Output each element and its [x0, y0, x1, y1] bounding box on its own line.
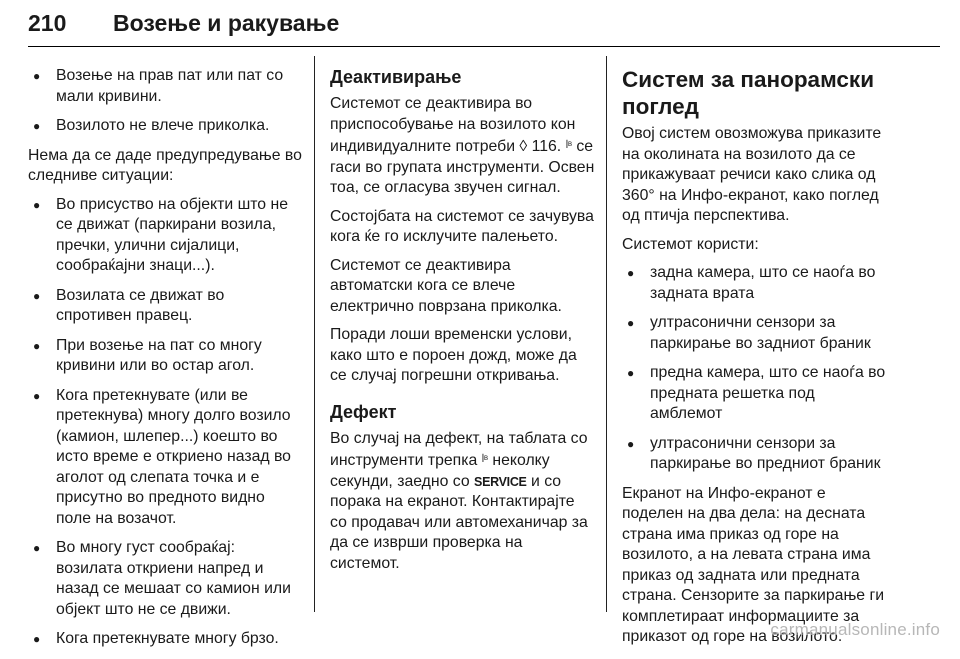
page-reference-arrow-icon: ◊ — [519, 138, 528, 155]
list-item: ● ултрасонични сензори за паркирање во предниот браник — [622, 434, 890, 475]
text-span: и со порака на екранот. Контактирајте со продавач или автомеханичар за да се изврши проверка на системот. — [330, 472, 588, 572]
watermark: carmanualsonline.info — [770, 620, 940, 639]
list-item: ● задна камера, што се наоѓа во задната врата — [622, 263, 890, 304]
list-item: ● Возилото не влече приколка. — [28, 116, 303, 137]
page-header — [28, 8, 940, 47]
paragraph: Системот се деактивира автоматски кога се влече електрично поврзана приколка. — [330, 256, 562, 315]
list-item: ● Во многу густ сообраќај: возилата откриени напред и назад се мешаат со камион или објект што не се движи. — [28, 538, 303, 620]
blind-spot-warning-icon: ꟾᴮ — [565, 140, 572, 150]
section-heading-panoramic-view: Систем за панорамски поглед — [622, 67, 875, 119]
paragraph: Нема да се даде предупредување во следниве ситуации: — [28, 146, 302, 184]
page-number: 210 — [28, 10, 67, 36]
column-3 — [622, 66, 890, 656]
paragraph: Екранот на Инфо-екранот е поделен на два дела: на десната страна има приказ од горе на возилото, а на левата страна има приказ од задната или предната страна. Сензорите за паркирање ги комплетираат информациите за приказот од горе на возилото. — [622, 484, 885, 645]
text-span: Во случај на дефект, на таблата со инструменти трепка — [330, 429, 588, 469]
list-item: ● Кога претекнувате (или ве претекнува) многу долго возило (камион, шлепер...) коешто во исто време е откриено назад во аголот од слепата точка и е присутно во предното видно поле на возачот. — [28, 386, 303, 530]
list-item: ● Кога претекнувате многу брзо. — [28, 629, 303, 650]
paragraph: Системот користи: — [622, 235, 759, 253]
text-span: се гаси во групата инструменти. Освен тоа, се огласува звучен сигнал. — [330, 138, 595, 196]
column-1 — [28, 66, 303, 659]
column-2 — [330, 66, 595, 582]
column-divider-1 — [314, 56, 315, 612]
list-item: ● При возење на пат со многу кривини или во остар агол. — [28, 336, 303, 377]
page-reference: 116. — [527, 138, 566, 155]
paragraph: Состојбата на системот се зачувува кога ќе го исклучите палењето. — [330, 207, 594, 245]
list-item: ● ултрасонични сензори за паркирање во задниот браник — [622, 313, 890, 354]
section-heading-fault: Дефект — [330, 401, 397, 422]
paragraph — [330, 94, 595, 199]
service-indicator-label: SERVICE — [474, 474, 527, 489]
chapter-title: Возење и ракување — [113, 10, 340, 36]
list-item: ● предна камера, што се наоѓа во предната решетка под амблемот — [622, 363, 890, 425]
paragraph: Поради лоши временски услови, како што е пороен дожд, може да се случај погрешни откривања. — [330, 326, 577, 384]
paragraph — [330, 429, 595, 575]
paragraph: Овој систем овозможува приказите на околината на возилото да се прикажуваат речиси како слика од 360° на Инфо-екранот, како поглед од птичја перспектива. — [622, 125, 882, 224]
blind-spot-warning-icon: ꟾᴮ — [481, 454, 489, 464]
list-item: ● Возилата се движат во спротивен правец. — [28, 286, 303, 327]
text-span: Системот се деактивира во приспособување на возилото кон индивидуалните потреби — [330, 95, 576, 155]
column-divider-2 — [606, 56, 607, 612]
list-item: ● Возење на прав пат или пат со мали кривини. — [28, 66, 303, 107]
text-span: неколку секунди, заедно со — [330, 452, 550, 490]
section-heading-deactivation: Деактивирање — [330, 67, 462, 87]
list-item: ● Во присуство на објекти што не се движат (паркирани возила, пречки, улични сијалици, сообраќајни знаци...). — [28, 195, 303, 277]
